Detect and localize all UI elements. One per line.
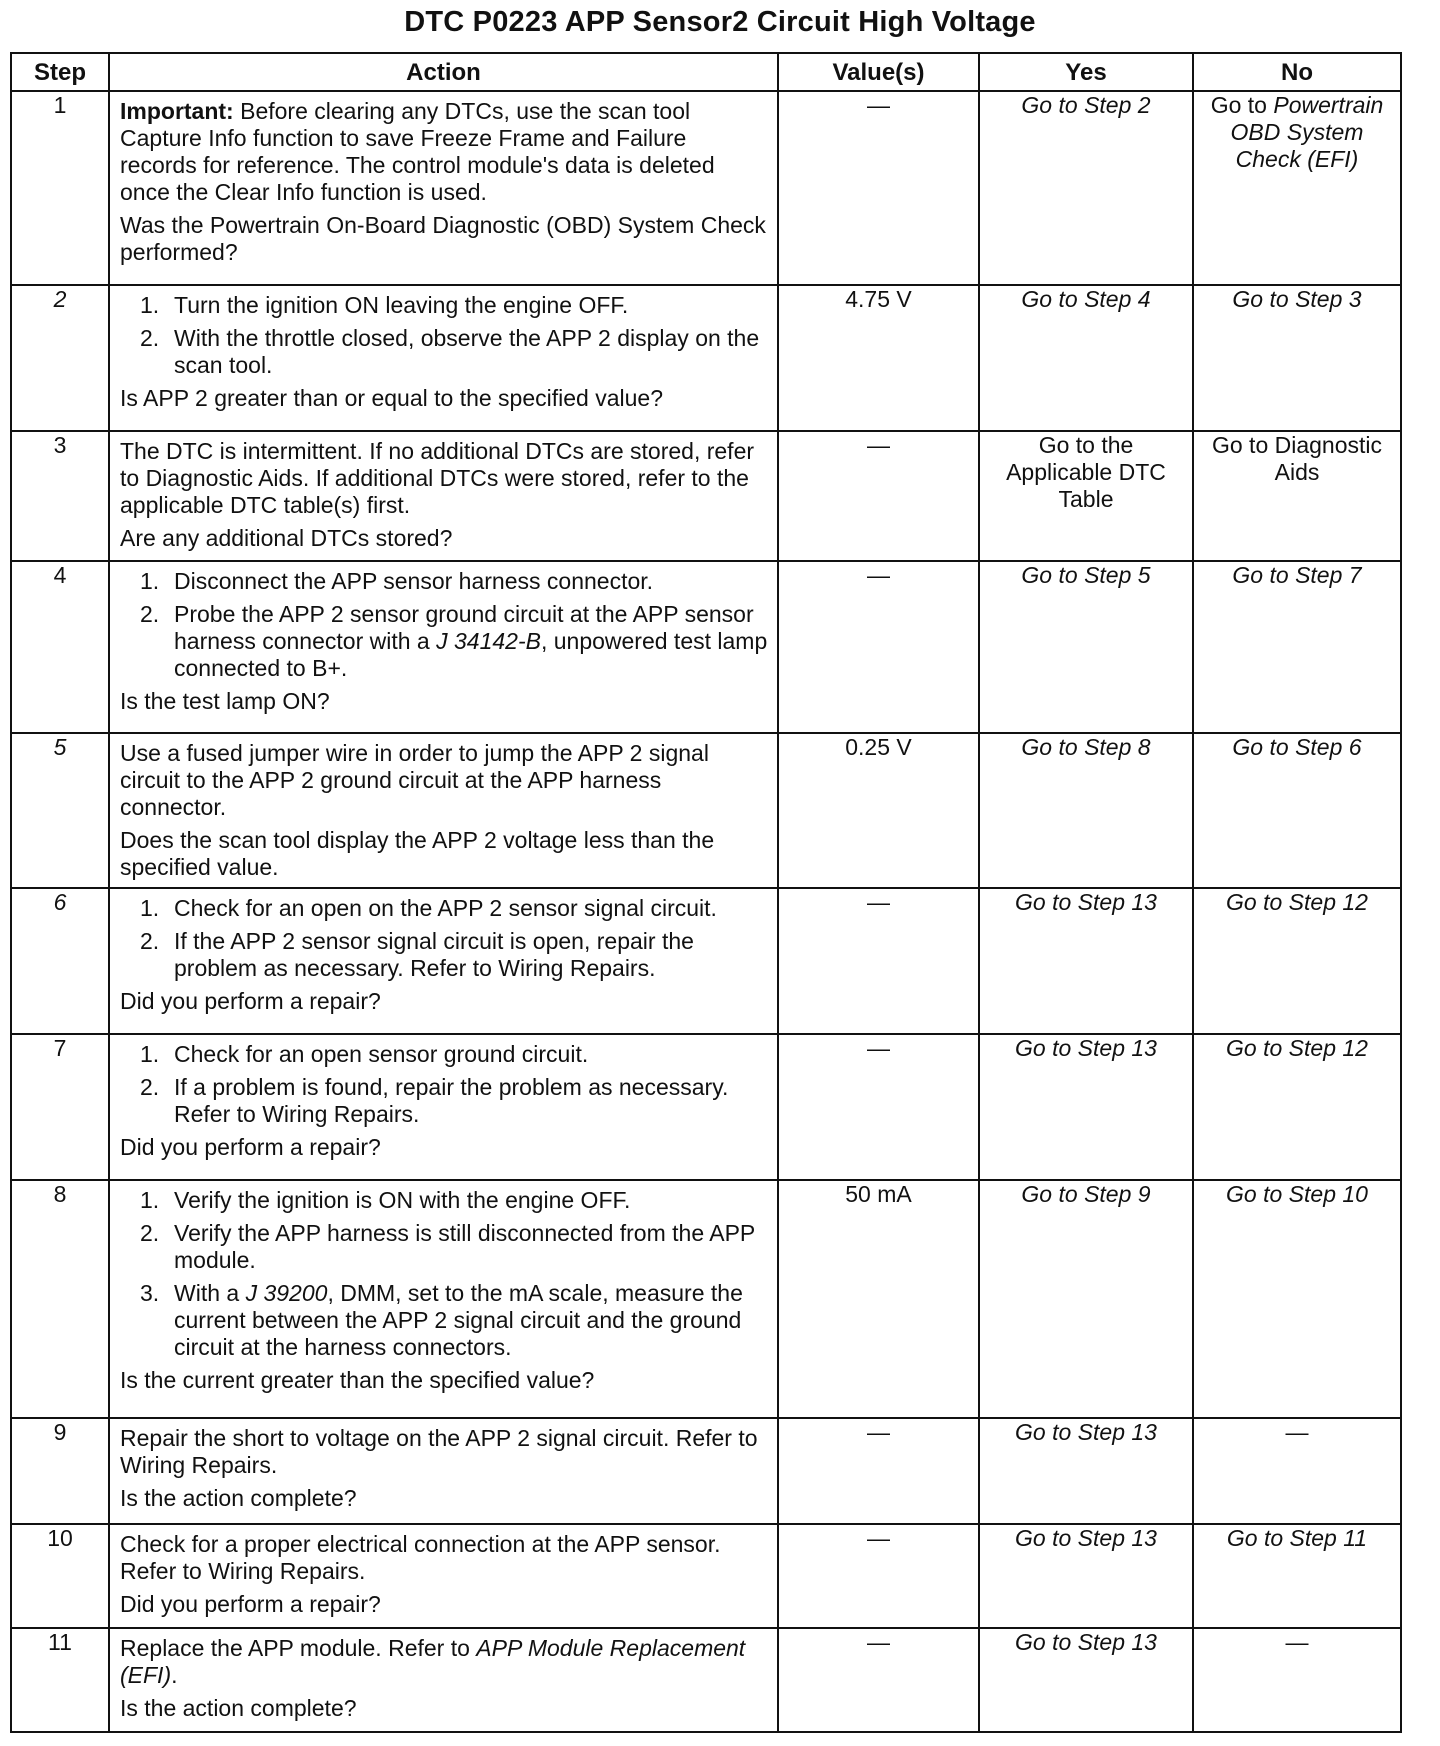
action-cell	[109, 91, 778, 285]
no-result	[1193, 91, 1401, 285]
action-question: Are any additional DTCs stored?	[120, 525, 453, 551]
step-number: 1	[11, 91, 109, 285]
action-step: 2. Verify the APP harness is still disconnected from the APP module.	[140, 1220, 755, 1273]
yes-result: Go to Step 13	[979, 888, 1193, 1034]
yes-result: Go to the Applicable DTC Table	[979, 431, 1193, 561]
action-cell	[109, 1628, 778, 1732]
important-note	[120, 98, 769, 206]
no-result: —	[1193, 1418, 1401, 1524]
action-question: Did you perform a repair?	[120, 1591, 381, 1617]
diagnostic-table	[10, 52, 1402, 1733]
no-result-link: Powertrain OBD System Check (EFI)	[1230, 92, 1384, 172]
action-text: The DTC is intermittent. If no additional DTCs are stored, refer to Diagnostic Aids. If additional DTCs were stored, refer to the applicable DTC table(s) first.	[120, 438, 755, 518]
header-values: Value(s)	[778, 53, 979, 91]
header-action: Action	[109, 53, 778, 91]
value-cell: —	[778, 1628, 979, 1732]
procedure-link: APP Module Replacement (EFI)	[120, 1635, 746, 1688]
value-cell: —	[778, 1524, 979, 1628]
table-row	[11, 1034, 1401, 1180]
yes-result: Go to Step 8	[979, 733, 1193, 888]
important-text: Before clearing any DTCs, use the scan tool Capture Info function to save Freeze Frame and Failure records for reference. The control module's data is deleted once the Clear Info function is used.	[120, 98, 715, 205]
page-title: DTC P0223 APP Sensor2 Circuit High Voltage	[404, 6, 1036, 38]
table-row	[11, 91, 1401, 285]
action-text: Repair the short to voltage on the APP 2 signal circuit. Refer to Wiring Repairs.	[120, 1425, 758, 1478]
yes-result: Go to Step 13	[979, 1034, 1193, 1180]
important-label: Important:	[120, 98, 234, 124]
table-row	[11, 733, 1401, 888]
no-result-prefix: Go to	[1210, 92, 1274, 118]
action-steps	[120, 1187, 769, 1361]
action-step: 2. If the APP 2 sensor signal circuit is open, repair the problem as necessary. Refer to Wiring Repairs.	[140, 928, 694, 981]
no-result: Go to Step 12	[1193, 888, 1401, 1034]
action-text: Use a fused jumper wire in order to jump the APP 2 signal circuit to the APP 2 ground circuit at the APP harness connector.	[120, 740, 709, 820]
value-cell: 4.75 V	[778, 285, 979, 431]
yes-result: Go to Step 9	[979, 1180, 1193, 1418]
action-step: 1. Turn the ignition ON leaving the engine OFF.	[140, 292, 629, 318]
yes-result: Go to Step 13	[979, 1524, 1193, 1628]
action-cell	[109, 888, 778, 1034]
step-number: 5	[11, 733, 109, 888]
action-step: 3. With a J 39200, DMM, set to the mA scale, measure the current between the APP 2 signal circuit and the ground circuit at the harness connectors.	[140, 1280, 743, 1360]
action-steps	[120, 568, 769, 682]
action-text: Replace the APP module. Refer to APP Module Replacement (EFI).	[120, 1635, 746, 1688]
action-step: 1. Check for an open on the APP 2 sensor signal circuit.	[140, 895, 717, 921]
yes-result: Go to Step 2	[979, 91, 1193, 285]
no-result: Go to Diagnostic Aids	[1193, 431, 1401, 561]
step-number: 11	[11, 1628, 109, 1732]
table-row	[11, 285, 1401, 431]
action-cell	[109, 733, 778, 888]
tool-number: J 34142-B	[436, 628, 541, 654]
no-result: Go to Step 11	[1193, 1524, 1401, 1628]
step-number: 9	[11, 1418, 109, 1524]
action-cell	[109, 285, 778, 431]
action-step: 2. Probe the APP 2 sensor ground circuit at the APP sensor harness connector with a J 34142-B, unpowered test lamp connected to B+.	[140, 601, 768, 681]
table-row	[11, 1524, 1401, 1628]
yes-result: Go to Step 5	[979, 561, 1193, 733]
value-cell: —	[778, 1034, 979, 1180]
no-result: Go to Step 3	[1193, 285, 1401, 431]
action-cell	[109, 1034, 778, 1180]
action-step: 2. With the throttle closed, observe the APP 2 display on the scan tool.	[140, 325, 760, 378]
no-result: Go to Step 12	[1193, 1034, 1401, 1180]
no-result: —	[1193, 1628, 1401, 1732]
no-result: Go to Step 6	[1193, 733, 1401, 888]
value-cell: —	[778, 431, 979, 561]
value-cell: —	[778, 91, 979, 285]
action-question: Was the Powertrain On-Board Diagnostic (OBD) System Check performed?	[120, 212, 766, 265]
action-question: Does the scan tool display the APP 2 voltage less than the specified value.	[120, 827, 715, 880]
table-row	[11, 888, 1401, 1034]
action-step: 1. Disconnect the APP sensor harness connector.	[140, 568, 654, 594]
step-number: 6	[11, 888, 109, 1034]
action-cell	[109, 1180, 778, 1418]
action-question: Is APP 2 greater than or equal to the specified value?	[120, 385, 663, 411]
table-row	[11, 1418, 1401, 1524]
value-cell: —	[778, 561, 979, 733]
step-number: 7	[11, 1034, 109, 1180]
value-cell: 50 mA	[778, 1180, 979, 1418]
yes-result: Go to Step 4	[979, 285, 1193, 431]
table-row	[11, 1628, 1401, 1732]
step-number: 2	[11, 285, 109, 431]
table-row	[11, 1180, 1401, 1418]
action-step: 1. Check for an open sensor ground circuit.	[140, 1041, 589, 1067]
no-result: Go to Step 10	[1193, 1180, 1401, 1418]
action-step: 2. If a problem is found, repair the problem as necessary. Refer to Wiring Repairs.	[140, 1074, 729, 1127]
action-question: Is the test lamp ON?	[120, 688, 330, 714]
value-cell: —	[778, 888, 979, 1034]
value-cell: 0.25 V	[778, 733, 979, 888]
action-steps	[120, 1041, 769, 1128]
action-step: 1. Verify the ignition is ON with the engine OFF.	[140, 1187, 631, 1213]
table-row	[11, 561, 1401, 733]
header-yes: Yes	[979, 53, 1193, 91]
table-header-row	[11, 53, 1401, 91]
header-step: Step	[11, 53, 109, 91]
action-steps	[120, 292, 769, 379]
table-row	[11, 431, 1401, 561]
yes-result: Go to Step 13	[979, 1628, 1193, 1732]
action-cell	[109, 1418, 778, 1524]
yes-result: Go to Step 13	[979, 1418, 1193, 1524]
action-cell	[109, 1524, 778, 1628]
action-text: Check for a proper electrical connection at the APP sensor. Refer to Wiring Repairs.	[120, 1531, 721, 1584]
action-cell	[109, 431, 778, 561]
action-question: Is the action complete?	[120, 1695, 357, 1721]
value-cell: —	[778, 1418, 979, 1524]
action-steps	[120, 895, 769, 982]
action-question: Is the action complete?	[120, 1485, 357, 1511]
header-no: No	[1193, 53, 1401, 91]
step-number: 4	[11, 561, 109, 733]
action-cell	[109, 561, 778, 733]
action-question: Is the current greater than the specified value?	[120, 1367, 595, 1393]
step-number: 8	[11, 1180, 109, 1418]
step-number: 10	[11, 1524, 109, 1628]
action-question: Did you perform a repair?	[120, 988, 381, 1014]
action-question: Did you perform a repair?	[120, 1134, 381, 1160]
tool-number: J 39200	[245, 1280, 328, 1306]
no-result: Go to Step 7	[1193, 561, 1401, 733]
step-number: 3	[11, 431, 109, 561]
